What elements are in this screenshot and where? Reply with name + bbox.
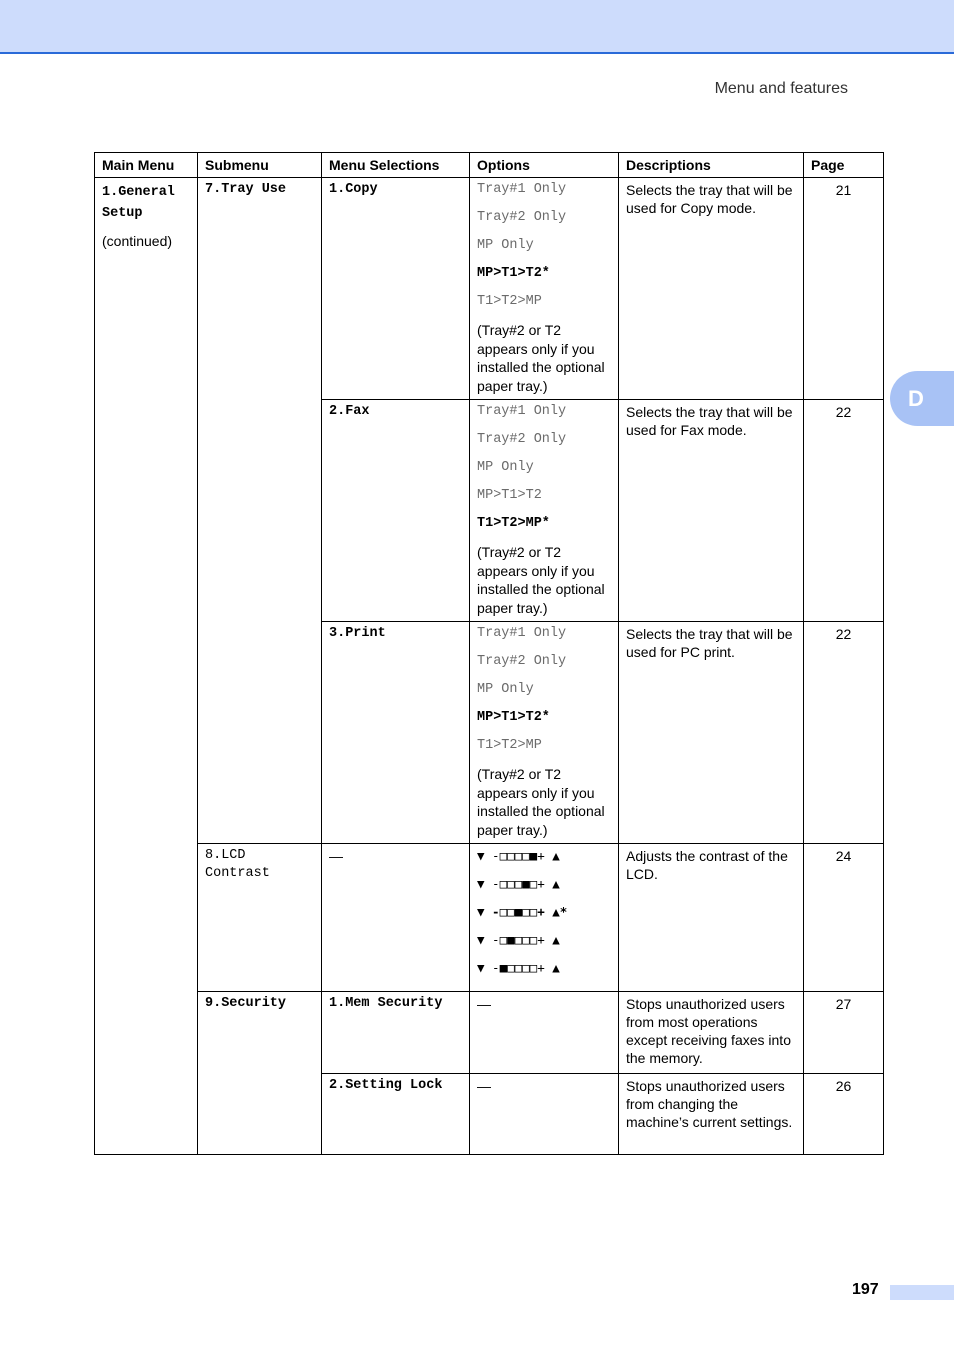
option-note: (Tray#2 or T2 appears only if you installed the optional paper tray.): [477, 544, 605, 616]
selection-lcd-contrast: —: [322, 844, 470, 992]
options-fax: [470, 400, 619, 622]
selection-copy: 1.Copy: [322, 178, 470, 400]
description-lcd-contrast: Adjusts the contrast of the LCD.: [619, 844, 804, 992]
running-head: Menu and features: [714, 80, 848, 97]
selection-fax: 2.Fax: [322, 400, 470, 622]
option-mem-security: —: [470, 992, 619, 1074]
option-note: (Tray#2 or T2 appears only if you installed the optional paper tray.): [477, 766, 605, 838]
options-copy: [470, 178, 619, 400]
page-ref-mem-security: 27: [804, 992, 884, 1074]
page-ref-copy: 21: [804, 178, 884, 400]
page-ref-fax: 22: [804, 400, 884, 622]
option-note: (Tray#2 or T2 appears only if you installed the optional paper tray.): [477, 322, 605, 394]
option-item: MP>T1>T2*: [477, 710, 550, 725]
description-setting-lock: Stops unauthorized users from changing the machine’s current settings.: [619, 1074, 804, 1155]
main-menu-cell: [95, 178, 198, 1155]
selection-print: 3.Print: [322, 622, 470, 844]
page-ref-lcd-contrast: 24: [804, 844, 884, 992]
option-item: MP>T1>T2*: [477, 266, 550, 281]
column-header: Page: [804, 153, 884, 178]
column-header: Submenu: [198, 153, 322, 178]
option-item: Tray#1 Only: [477, 182, 567, 197]
description-fax: Selects the tray that will be used for Fax mode.: [619, 400, 804, 622]
footer-bar: [890, 1285, 954, 1300]
option-item: Tray#2 Only: [477, 210, 567, 225]
option-item: Tray#1 Only: [477, 404, 567, 419]
menu-table: [94, 152, 884, 1155]
page-ref-print: 22: [804, 622, 884, 844]
description-print: Selects the tray that will be used for PC print.: [619, 622, 804, 844]
table-header-row: [95, 153, 884, 178]
top-header-band: [0, 0, 954, 54]
option-item: MP Only: [477, 238, 534, 253]
continued-note: (continued): [102, 233, 173, 249]
options-print: [470, 622, 619, 844]
option-item: Tray#2 Only: [477, 654, 567, 669]
column-header: Descriptions: [619, 153, 804, 178]
option-item: ▼ -□□■□□+ ▲*: [477, 904, 568, 919]
table-row: [95, 178, 884, 400]
description-copy: Selects the tray that will be used for Copy mode.: [619, 178, 804, 400]
option-list: [477, 847, 611, 987]
submenu-tray-use: 7.Tray Use: [198, 178, 322, 844]
page-number: 197: [852, 1281, 879, 1298]
option-item: MP Only: [477, 682, 534, 697]
option-item: T1>T2>MP*: [477, 516, 550, 531]
table-row: [95, 992, 884, 1074]
page-ref-setting-lock: 26: [804, 1074, 884, 1155]
option-item: T1>T2>MP: [477, 294, 542, 309]
column-header: Menu Selections: [322, 153, 470, 178]
options-lcd-contrast: [470, 844, 619, 992]
option-item: Tray#1 Only: [477, 626, 567, 641]
selection-mem-security: 1.Mem Security: [322, 992, 470, 1074]
option-item: T1>T2>MP: [477, 738, 542, 753]
description-mem-security: Stops unauthorized users from most operations except receiving faxes into the memory.: [619, 992, 804, 1074]
column-header: Main Menu: [95, 153, 198, 178]
option-item: Tray#2 Only: [477, 432, 567, 447]
option-item: ▼ -□□□■□+ ▲: [477, 876, 560, 891]
submenu-security: 9.Security: [198, 992, 322, 1155]
option-item: ▼ -□□□□■+ ▲: [477, 848, 560, 863]
selection-setting-lock: 2.Setting Lock: [322, 1074, 470, 1155]
column-header: Options: [470, 153, 619, 178]
main-menu-label: 1.General Setup: [102, 185, 175, 221]
chapter-tab: D: [890, 371, 954, 426]
submenu-lcd-contrast: 8.LCD Contrast: [198, 844, 322, 992]
option-item: ▼ -■□□□□+ ▲: [477, 960, 560, 975]
option-list: [477, 181, 611, 321]
option-item: ▼ -□■□□□+ ▲: [477, 932, 560, 947]
table-row: [95, 844, 884, 992]
option-list: [477, 403, 611, 543]
option-item: MP>T1>T2: [477, 488, 542, 503]
option-item: MP Only: [477, 460, 534, 475]
option-list: [477, 625, 611, 765]
option-setting-lock: —: [470, 1074, 619, 1155]
